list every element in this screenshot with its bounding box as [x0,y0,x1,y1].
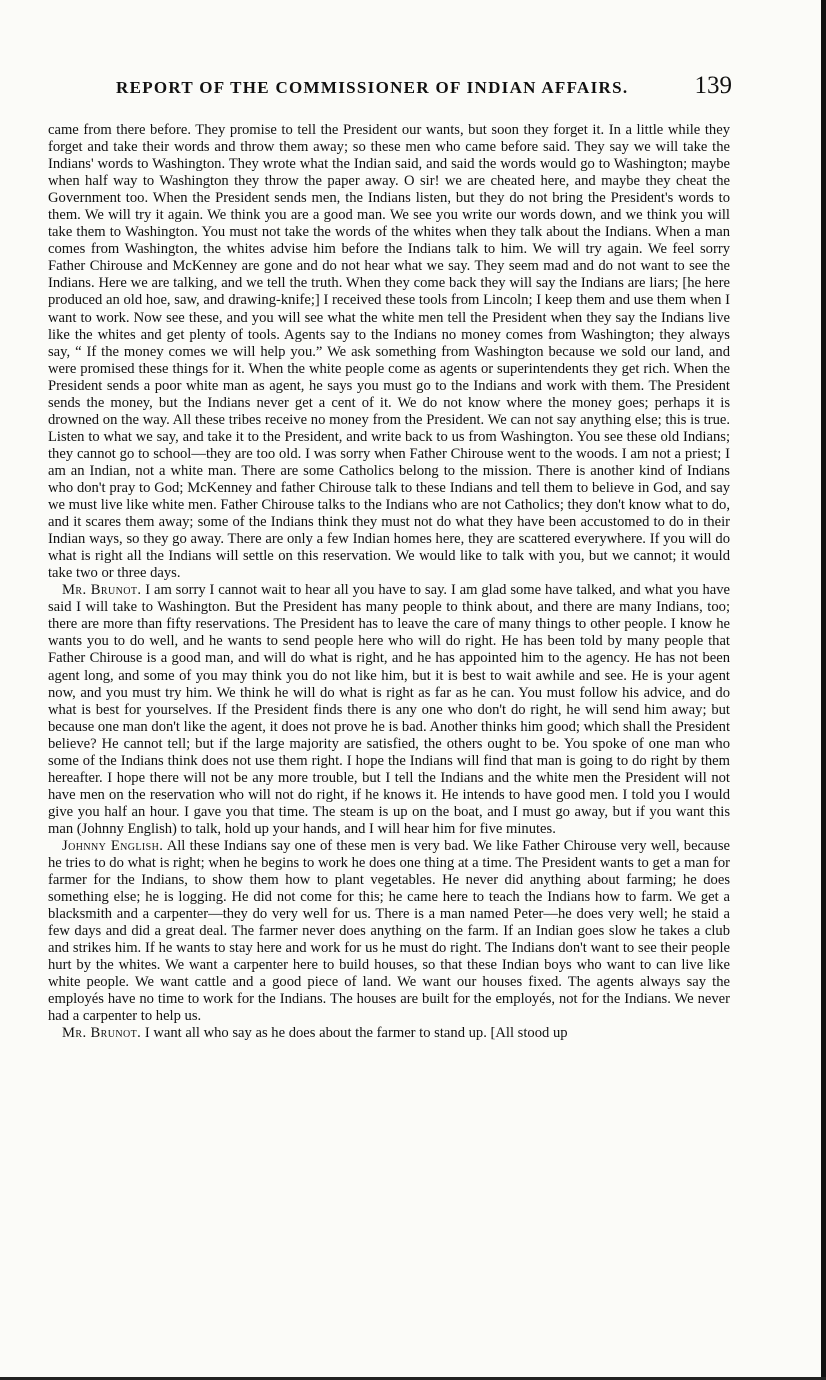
running-header [46,72,732,106]
paragraph-continued-speech [48,122,730,582]
paragraph-text: came from there before. They promise to tell the President our wants, but soon they forget it. In a little while they forget and take their words and throw them away; so these men who came before said. They say we will take the Indians' words to Washington. They wrote what the Indian said, and said the words would go to Washington; maybe when half way to Washington they throw the paper away. O sir! we are cheated here, and maybe they cheat the Government too. When the President sends men, the Indians listen, but they do not bring the President's words to them. We will try it again. We think you are a good man. We see you write our words down, and we think you will take them to Washington. You must not take the words of the whites when they talk about the Indians. When a man comes from Washington, the whites advise him before the Indians talk to him. We will try again. We feel sorry Father Chirouse and McKenney are gone and do not hear what we say. They seem mad and do not want to see the Indians. Here we are talking, and we tell the truth. When they come back they will say the Indians are liars; [he here produced an old hoe, saw, and drawing-knife;] I received these tools from Lincoln; I keep them and use them when I want to work. Now see these, and you will see what the white men tell the President when they say the Indians live like the whites and get plenty of tools. Agents say to the Indians no money comes from Washington; they always say, “ If the money comes we will help you.” We ask something from Washington because we sold our land, and were promised these things for it. When the white people come as agents or superintendents they get rich. When the President sends a poor white man as agent, he says you must go to the Indians and work with them. The President sends the money, but the Indians never get a cent of it. We do not know where the money goes; perhaps it is drowned on the way. All these tribes receive no money from the President. We can not say anything else; this is true. Listen to what we say, and take it to the President, and write back to us from Washington. You see these old Indians; they cannot go to school—they are too old. I was sorry when Father Chirouse went to the woods. I am not a priest; I am an Indian, not a white man. There are some Catholics belong to the mission. There is another kind of Indians who don't pray to God; McKenney and father Chirouse talk to these Indians and tell them to believe in God, and say we must live like white men. Father Chirouse talks to the Indians who are not Catholics; they don't know what to do, and it scares them away; some of the Indians think they must not do what they have been accustomed to do in their Indian ways, so they go away. There are only a few Indian homes here, they are scattered everywhere. If you will do what is right all the Indians will settle on this reservation. We would like to talk with you, but we cannot; it would take two or three days. [48,122,730,582]
paragraph-text: I am sorry I cannot wait to hear all you have to say. I am glad some have talked, and what you have said I will take to Washington. But the President has many people to think about, and there are many Indians, too; there are more than fifty reservations. The President has to leave the care of many things to other people. I know he wants you to do well, and he wants to send people here who will do right. He has been told by many people that Father Chirouse is a good man, and will do what is right, and he has appointed him to the agency. He has not been agent long, and some of you may think you do not like him, but it is best to wait awhile and see. He is your agent now, and you must try him. We think he will do what is right as far as he can. You must follow his advice, and do what is best for yourselves. If the President finds there is any one who don't do right, he will send him away; but because one man don't like the agent, it does not prove he is bad. Another thinks him good; which shall the President believe? He cannot tell; but if the large majority are satisfied, the others ought to be. You spoke of one man who some of the Indians think does not use them right. I hope the Indians will find that man is going to do right by them hereafter. I hope there will not be any more trouble, but I tell the Indians and the white men the President will not have men on the reservation who will not do right, if he knows it. He intends to have good men. I told you I would give you half an hour. I gave you that time. The steam is up on the boat, and I must go away, but if you want this man (Johnny English) to talk, hold up your hands, and I will hear him for five minutes. [48,582,730,837]
speaker-name: Johnny English. [62,837,164,854]
body-text [48,122,730,1043]
paragraph-text: I want all who say as he does about the farmer to stand up. [All stood up [144,1025,568,1042]
speaker-name: Mr. Brunot. [62,1025,142,1042]
paragraph-brunot-reply [48,582,730,838]
speaker-name: Mr. Brunot. [62,582,142,599]
page-edge-shadow [821,0,826,1380]
running-title: REPORT OF THE COMMISSIONER OF INDIAN AFFAIRS. [116,78,629,97]
page-number: 139 [694,72,732,99]
paragraph-text: All these Indians say one of these men is very bad. We like Father Chirouse very well, because he tries to do what is right; when he begins to work he does one thing at a time. The President wants to get a man for farmer for the Indians, to show them how to plant vegetables. He never did anything about farming; he does something else; he is logging. He did not come for this; he came here to teach the Indians how to farm. We get a blacksmith and a carpenter—they do very well for us. There is a man named Peter—he does very well; he staid a few days and did a great deal. The farmer never does anything on the farm. If an Indian goes slow he takes a club and strikes him. If he wants to stay here and work for us he must do right. The Indians don't want to see their people hurt by the whites. We want a carpenter here to build houses, so that these Indian boys who want to can live like white people. We want cattle and a good piece of land. We want our houses fixed. The agents always say the employés have no time to work for the Indians. The houses are built for the employés, not for the Indians. We never had a carpenter to help us. [48,837,730,1025]
paragraph-brunot-closing [48,1025,730,1042]
paragraph-johnny-english [48,838,730,1026]
